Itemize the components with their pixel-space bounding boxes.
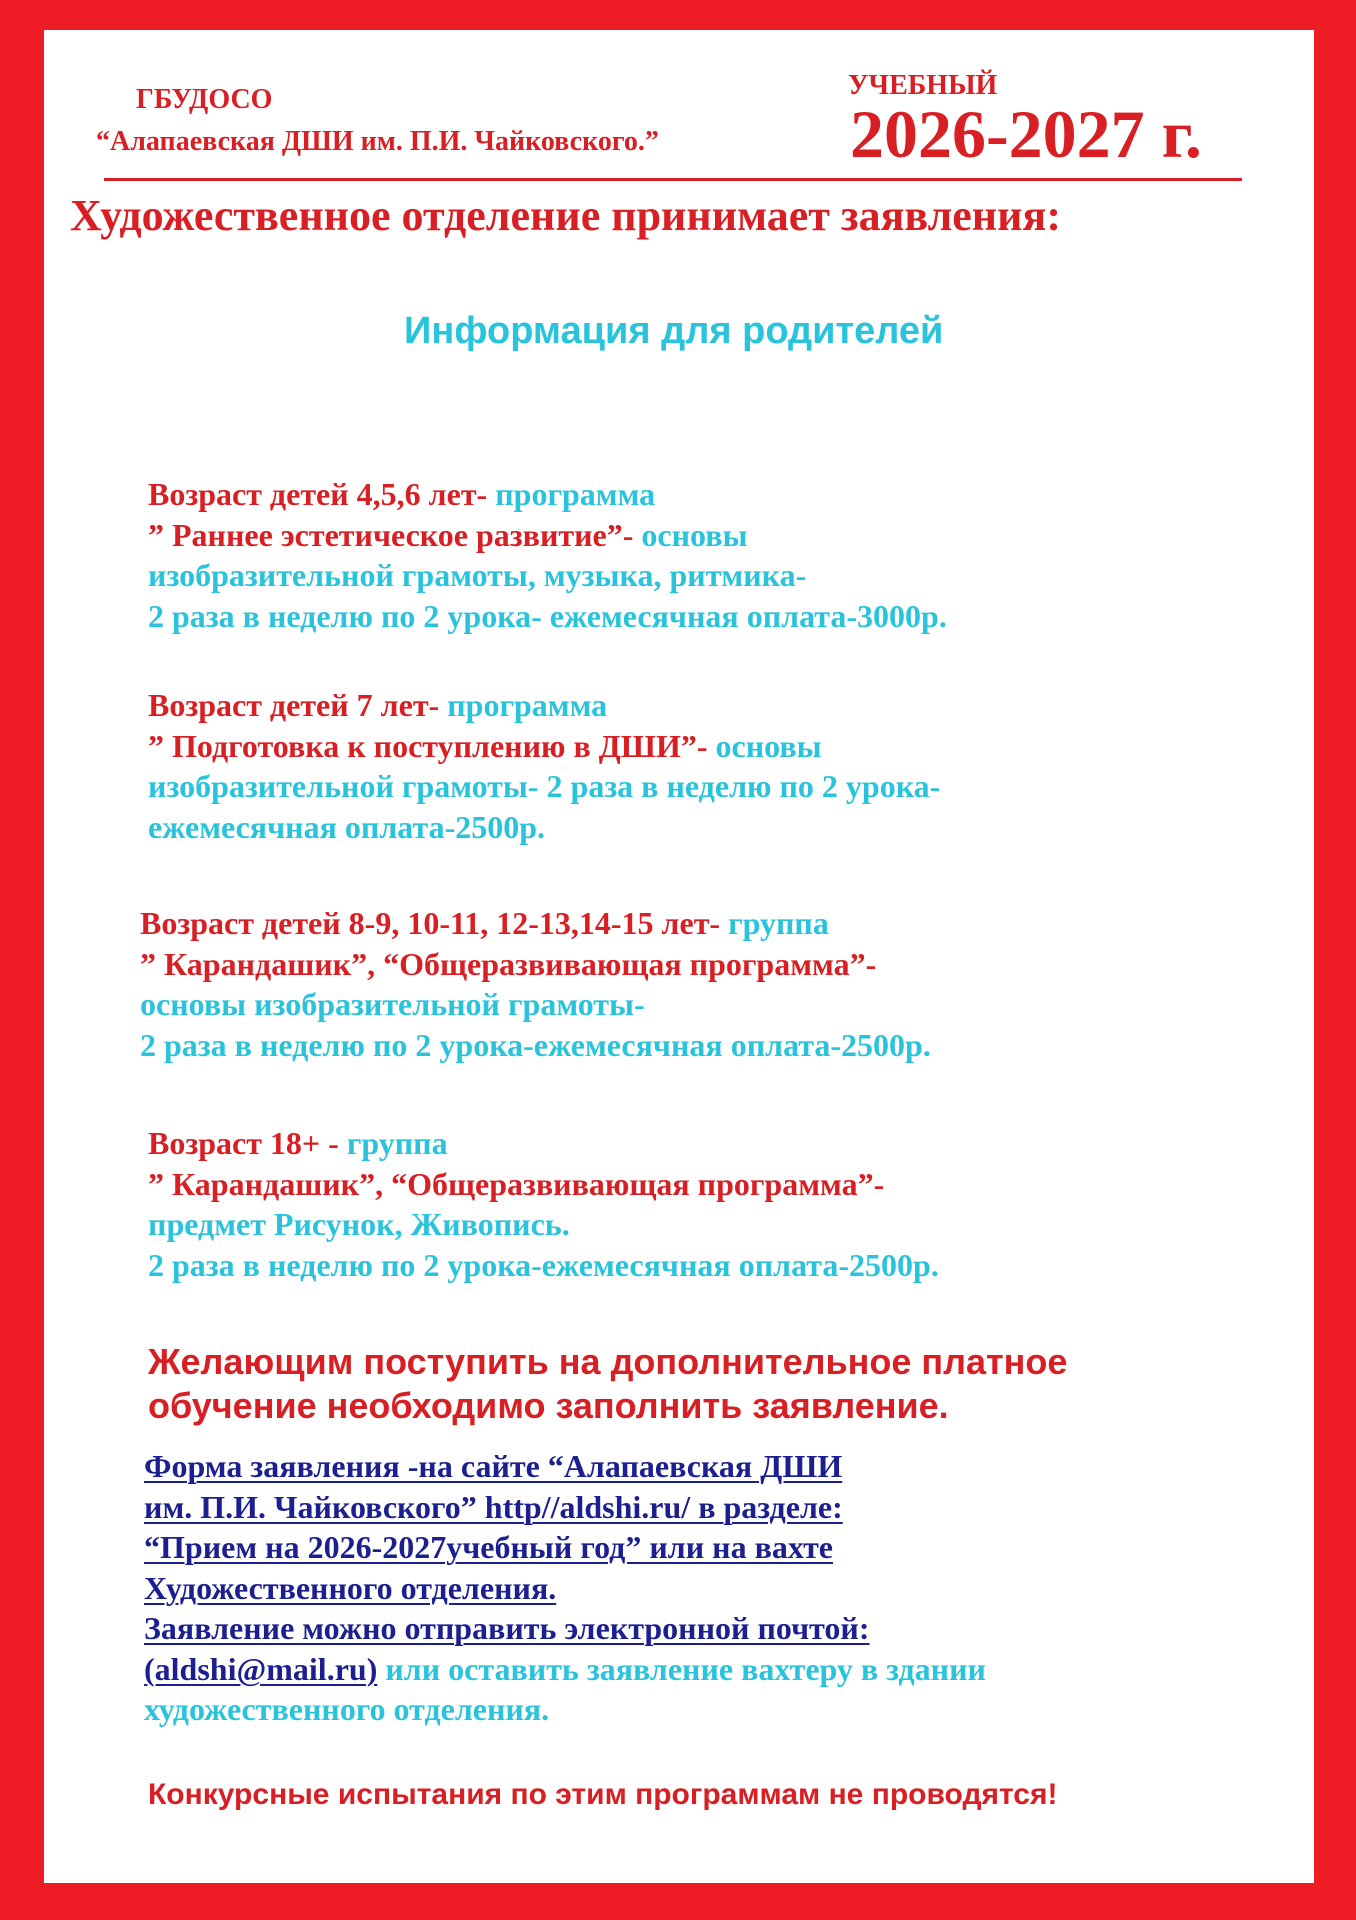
org-full-name: “Алапаевская ДШИ им. П.И. Чайковского.”: [96, 126, 659, 157]
block-program-name: ” Карандашик”, “Общеразвивающая программа”-: [140, 945, 877, 982]
block-subjects: изобразительной грамоты, музыка, ритмика-: [148, 557, 807, 593]
block-type-label: программа: [487, 476, 656, 512]
program-block-age-4-6: [148, 474, 947, 636]
block-program-name: ” Подготовка к поступлению в ДШИ”-: [148, 727, 708, 764]
block-type-label: группа: [720, 905, 829, 941]
academic-year-value: 2026-2027 г.: [850, 96, 1202, 172]
application-form-info: [144, 1446, 986, 1730]
block-schedule-price: 2 раза в неделю по 2 урока- ежемесячная оплата-3000р.: [148, 597, 947, 634]
block-program-name: ” Раннее эстетическое развитие”-: [148, 516, 634, 553]
final-note: Конкурсные испытания по этим программам не проводятся!: [148, 1778, 1058, 1811]
form-info-line-2[interactable]: им. П.И. Чайковского” http//aldshi.ru/ в разделе:: [144, 1488, 843, 1525]
block-age-label: Возраст детей 8-9, 10-11, 12-13,14-15 лет-: [140, 905, 721, 941]
block-program-desc: основы: [633, 516, 748, 553]
form-info-line-5[interactable]: Заявление можно отправить электронной почтой:: [144, 1610, 870, 1646]
header-divider: [104, 178, 1242, 181]
form-info-line-6: или оставить заявление вахтеру в здании: [377, 1650, 986, 1687]
info-heading: Информация для родителей: [404, 310, 944, 352]
form-info-line-1[interactable]: Форма заявления -на сайте “Алапаевская ДШИ: [144, 1448, 843, 1484]
block-age-label: Возраст 18+ -: [148, 1125, 339, 1161]
page-title: Художественное отделение принимает заявления:: [70, 191, 1061, 240]
block-schedule-price: ежемесячная оплата-2500р.: [148, 808, 546, 845]
form-info-line-7: художественного отделения.: [144, 1691, 550, 1727]
block-type-label: группа: [338, 1125, 448, 1161]
form-info-line-4[interactable]: Художественного отделения.: [144, 1569, 557, 1606]
block-subjects: изобразительной грамоты- 2 раза в неделю по 2 урока-: [148, 768, 941, 804]
program-block-age-7: [148, 685, 940, 847]
block-subjects: предмет Рисунок, Живопись.: [148, 1206, 570, 1242]
block-subjects: основы изобразительной грамоты-: [140, 986, 645, 1022]
block-schedule-price: 2 раза в неделю по 2 урока-ежемесячная оплата-2500р.: [140, 1026, 931, 1063]
poster-sheet: [44, 30, 1314, 1883]
block-age-label: Возраст детей 4,5,6 лет-: [148, 476, 488, 512]
program-block-age-18-plus: [148, 1123, 939, 1285]
academic-year-label: УЧЕБНЫЙ: [848, 70, 998, 101]
email-link[interactable]: (aldshi@mail.ru): [144, 1650, 378, 1687]
program-block-age-8-15: [140, 903, 931, 1065]
org-short-name: ГБУДОСО: [136, 84, 273, 115]
form-info-line-3[interactable]: “Прием на 2026-2027учебный год” или на вахте: [144, 1529, 833, 1565]
notice-line-2: обучение необходимо заполнить заявление.: [148, 1385, 949, 1426]
application-notice: [148, 1340, 1067, 1428]
block-program-desc: основы: [707, 727, 822, 764]
block-age-label: Возраст детей 7 лет-: [148, 687, 440, 723]
block-type-label: программа: [439, 687, 608, 723]
block-program-name: ” Карандашик”, “Общеразвивающая программа”-: [148, 1165, 885, 1202]
block-schedule-price: 2 раза в неделю по 2 урока-ежемесячная оплата-2500р.: [148, 1246, 939, 1283]
notice-line-1: Желающим поступить на дополнительное платное: [148, 1341, 1068, 1382]
